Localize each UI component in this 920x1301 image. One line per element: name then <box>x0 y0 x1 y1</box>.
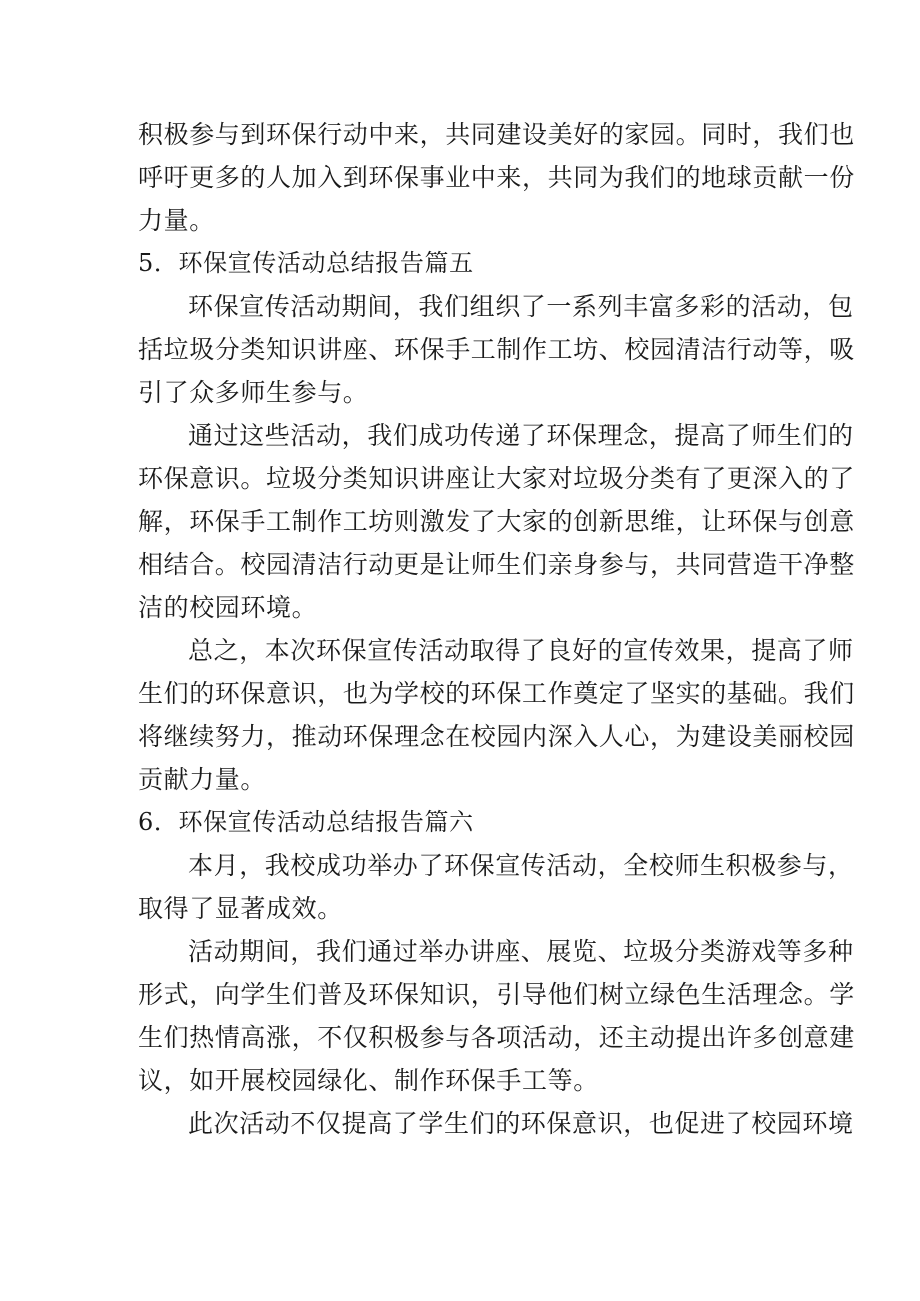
paragraph-line: 活动期间，我们通过举办讲座、展览、垃圾分类游戏等多种 <box>188 937 854 966</box>
paragraph-line: 此次活动不仅提高了学生们的环保意识，也促进了校园环境 <box>188 1109 854 1138</box>
paragraph-line: 解，环保手工制作工坊则激发了大家的创新思维，让环保与创意 <box>138 507 855 536</box>
paragraph-line: 积极参与到环保行动中来，共同建设美好的家园。同时，我们也 <box>138 120 855 149</box>
paragraph-line: 环保宣传活动期间，我们组织了一系列丰富多彩的活动，包 <box>188 292 854 321</box>
paragraph-line: 议，如开展校园绿化、制作环保手工等。 <box>138 1066 599 1095</box>
paragraph-line: 洁的校园环境。 <box>138 593 318 622</box>
paragraph-line: 本月，我校成功举办了环保宣传活动，全校师生积极参与， <box>188 851 854 880</box>
paragraph-line: 生们的环保意识，也为学校的环保工作奠定了坚实的基础。我们 <box>138 679 855 708</box>
paragraph-line: 括垃圾分类知识讲座、环保手工制作工坊、校园清洁行动等，吸 <box>138 335 855 364</box>
paragraph-line: 引了众多师生参与。 <box>138 378 369 407</box>
paragraph-line: 环保意识。垃圾分类知识讲座让大家对垃圾分类有了更深入的了 <box>138 464 855 493</box>
document-page <box>138 113 855 1145</box>
section-heading-6: 6．环保宣传活动总结报告篇六 <box>138 808 474 836</box>
paragraph-line: 将继续努力，推动环保理念在校园内深入人心，为建设美丽校园 <box>138 722 855 751</box>
paragraph-line: 通过这些活动，我们成功传递了环保理念，提高了师生们的 <box>188 421 854 450</box>
paragraph-line: 贡献力量。 <box>138 765 267 794</box>
paragraph-line: 相结合。校园清洁行动更是让师生们亲身参与，共同营造干净整 <box>138 550 855 579</box>
paragraph-line: 生们热情高涨，不仅积极参与各项活动，还主动提出许多创意建 <box>138 1023 855 1052</box>
paragraph-line: 力量。 <box>138 206 215 235</box>
paragraph-line: 形式，向学生们普及环保知识，引导他们树立绿色生活理念。学 <box>138 980 855 1009</box>
paragraph-line: 呼吁更多的人加入到环保事业中来，共同为我们的地球贡献一份 <box>138 163 855 192</box>
paragraph-line: 取得了显著成效。 <box>138 894 343 923</box>
section-heading-5: 5．环保宣传活动总结报告篇五 <box>138 249 474 277</box>
paragraph-line: 总之，本次环保宣传活动取得了良好的宣传效果，提高了师 <box>188 636 854 665</box>
